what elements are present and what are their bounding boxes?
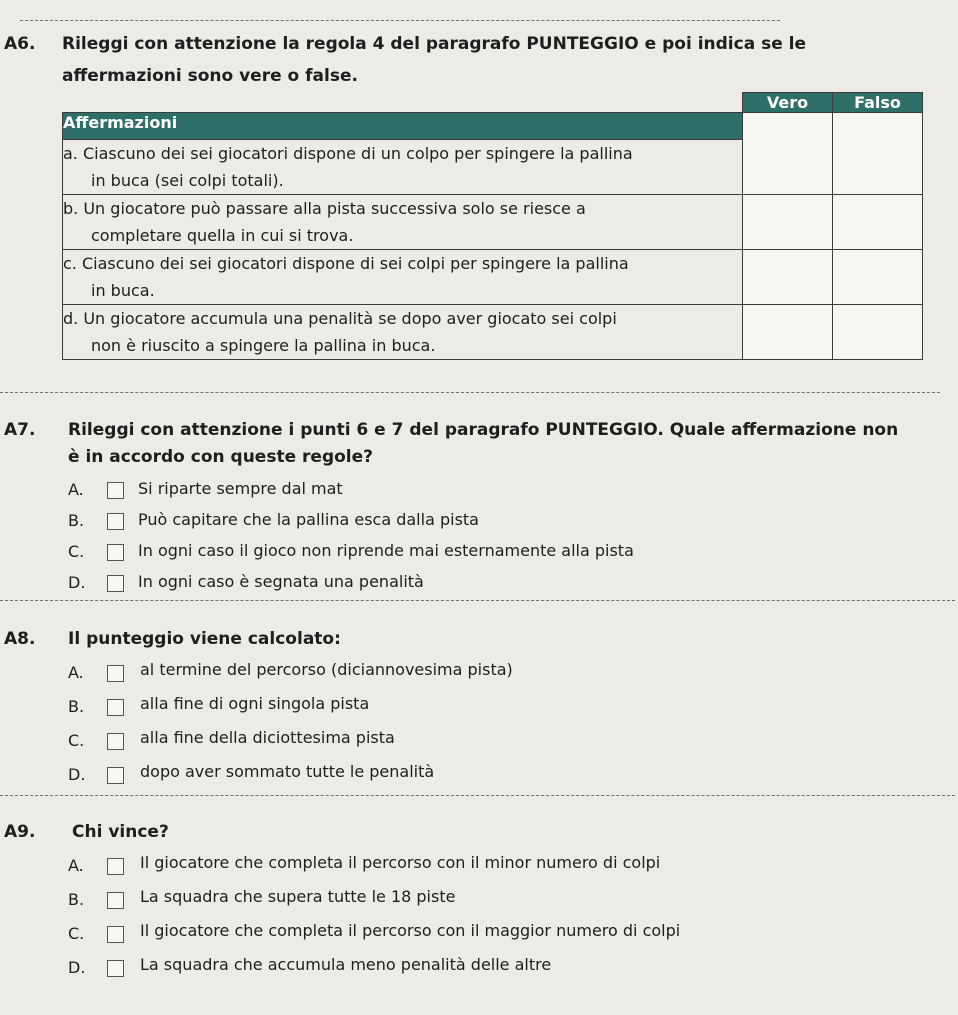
column-header-falso: Falso (833, 93, 923, 113)
column-header-affermazioni: Affermazioni (63, 113, 743, 140)
question-number-a6: A6. (4, 34, 36, 54)
section-divider (0, 600, 955, 601)
option-text: Può capitare che la pallina esca dalla pista (138, 510, 479, 529)
option-text: La squadra che accumula meno penalità delle altre (140, 955, 552, 974)
column-header-vero: Vero (743, 93, 833, 113)
statement-line2: in buca (sei colpi totali). (91, 171, 284, 190)
answer-cell[interactable] (743, 113, 833, 195)
true-false-table (62, 92, 932, 380)
question-number-a7: A7. (4, 420, 36, 440)
question-number-a8: A8. (4, 629, 36, 649)
statement-line1: Ciascuno dei sei giocatori dispone di sei colpi per spingere la pallina (81, 254, 629, 273)
option-letter: D. (68, 765, 86, 784)
question-a7-text-line2: è in accordo con queste regole? (68, 447, 374, 467)
option-text: alla fine della diciottesima pista (140, 728, 395, 747)
option-text: Il giocatore che completa il percorso con il maggior numero di colpi (140, 921, 681, 940)
statement-cell (63, 140, 743, 195)
top-divider (20, 20, 780, 21)
statement-line2: in buca. (91, 281, 155, 300)
option-text: dopo aver sommato tutte le penalità (140, 762, 435, 781)
table-row (63, 195, 923, 250)
statement-letter: a. (63, 144, 78, 163)
checkbox[interactable] (107, 575, 124, 592)
answer-cell[interactable] (743, 195, 833, 250)
answer-cell[interactable] (743, 250, 833, 305)
statement-line2: completare quella in cui si trova. (91, 226, 354, 245)
question-a6-text-line1: Rileggi con attenzione la regola 4 del paragrafo PUNTEGGIO e poi indica se le (62, 34, 807, 54)
question-a7-text-line1: Rileggi con attenzione i punti 6 e 7 del paragrafo PUNTEGGIO. Quale affermazione non (68, 420, 899, 440)
table-corner (63, 93, 743, 113)
section-divider (0, 392, 940, 393)
table-row (63, 250, 923, 305)
option-text: In ogni caso il gioco non riprende mai esternamente alla pista (138, 541, 634, 560)
option-letter: D. (68, 573, 86, 592)
statement-letter: d. (63, 309, 79, 328)
statement-line2: non è riuscito a spingere la pallina in buca. (91, 336, 436, 355)
option-letter: B. (68, 890, 85, 909)
statement-line1: Ciascuno dei sei giocatori dispone di un colpo per spingere la pallina (82, 144, 633, 163)
question-a9-text-line1: Chi vince? (72, 822, 169, 842)
option-letter: B. (68, 511, 85, 530)
option-letter: A. (68, 663, 84, 682)
option-text: Il giocatore che completa il percorso con il minor numero di colpi (140, 853, 661, 872)
answer-cell[interactable] (833, 113, 923, 195)
option-letter: A. (68, 856, 84, 875)
option-letter: D. (68, 958, 86, 977)
option-letter: B. (68, 697, 85, 716)
option-text: alla fine di ogni singola pista (140, 694, 370, 713)
question-number-a9: A9. (4, 822, 36, 842)
statement-cell (63, 305, 743, 360)
section-divider (0, 795, 955, 796)
option-letter: A. (68, 480, 84, 499)
statement-cell (63, 250, 743, 305)
option-text: La squadra che supera tutte le 18 piste (140, 887, 456, 906)
checkbox[interactable] (107, 544, 124, 561)
option-text: Si riparte sempre dal mat (138, 479, 343, 498)
option-text: al termine del percorso (diciannovesima pista) (140, 660, 513, 679)
answer-cell[interactable] (743, 305, 833, 360)
answer-cell[interactable] (833, 195, 923, 250)
statement-letter: b. (63, 199, 79, 218)
statement-line1: Un giocatore può passare alla pista successiva solo se riesce a (83, 199, 586, 218)
checkbox[interactable] (107, 665, 124, 682)
question-a6-text-line2: affermazioni sono vere o false. (62, 66, 358, 86)
answer-cell[interactable] (833, 250, 923, 305)
checkbox[interactable] (107, 858, 124, 875)
table-row (63, 305, 923, 360)
statement-cell (63, 195, 743, 250)
option-letter: C. (68, 731, 85, 750)
checkbox[interactable] (107, 892, 124, 909)
checkbox[interactable] (107, 767, 124, 784)
checkbox[interactable] (107, 513, 124, 530)
answer-cell[interactable] (833, 305, 923, 360)
question-a8-text-line1: Il punteggio viene calcolato: (68, 629, 341, 649)
checkbox[interactable] (107, 733, 124, 750)
checkbox[interactable] (107, 482, 124, 499)
option-text: In ogni caso è segnata una penalità (138, 572, 424, 591)
checkbox[interactable] (107, 960, 124, 977)
checkbox[interactable] (107, 926, 124, 943)
option-letter: C. (68, 542, 85, 561)
checkbox[interactable] (107, 699, 124, 716)
statement-letter: c. (63, 254, 77, 273)
option-letter: C. (68, 924, 85, 943)
statement-line1: Un giocatore accumula una penalità se dopo aver giocato sei colpi (83, 309, 617, 328)
